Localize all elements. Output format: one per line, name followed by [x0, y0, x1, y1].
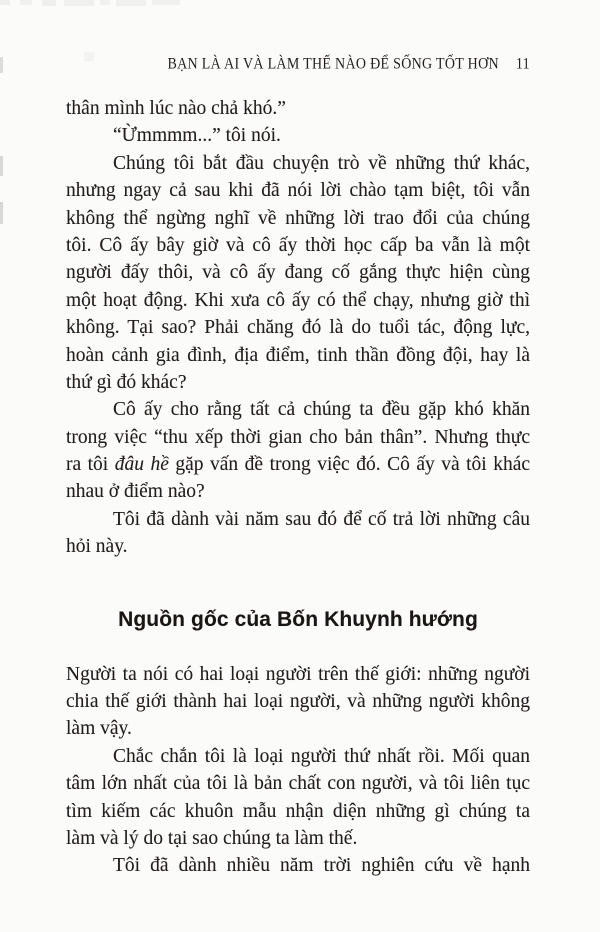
text-run: hỏi này.	[66, 536, 128, 558]
scan-artifact	[42, 0, 56, 6]
scan-artifact	[0, 0, 10, 5]
text-line	[66, 424, 530, 451]
text-run: Cô ấy cho rằng tất cả chúng ta đều gặp khó khăn	[113, 399, 530, 421]
text-line	[66, 661, 530, 688]
text-run: Chúng tôi bắt đầu chuyện trò về những thứ khác,	[113, 152, 530, 174]
text-run: không thể ngừng nghĩ về những lời trao đổi của chúng	[66, 207, 530, 229]
text-run: tôi. Cô ấy bây giờ và cô ấy thời học cấp ba vẫn là một	[66, 234, 530, 256]
text-line	[66, 122, 530, 149]
text-run: ra tôi	[66, 454, 115, 476]
text-run: tâm lớn nhất của tôi là bản chất con người, và tôi liên tục	[66, 773, 530, 795]
text-run: không. Tại sao? Phải chăng đó là do tuổi tác, động lực,	[66, 317, 530, 339]
text-line	[66, 743, 530, 770]
text-run: trong việc “thu xếp thời gian cho bản thân”. Nhưng thực	[66, 426, 530, 448]
text-run: nhưng ngay cả sau khi đã nói lời chào tạm biệt, tôi vẫn	[66, 180, 530, 202]
text-run: gặp vấn đề trong việc đó. Cô ấy và tôi khác	[168, 454, 531, 476]
text-run: thân mình lúc nào chả khó.”	[66, 98, 286, 119]
text-line	[66, 287, 530, 314]
paragraphs-before-heading	[66, 95, 530, 561]
text-line	[66, 396, 530, 423]
text-line	[66, 451, 530, 478]
text-line	[66, 177, 530, 204]
text-line	[66, 798, 530, 825]
text-line	[66, 506, 530, 533]
text-line	[66, 150, 530, 177]
text-run: làm và lý do tại sao chúng ta làm thế.	[66, 827, 358, 849]
text-run: nhau ở điểm nào?	[66, 481, 205, 503]
text-line	[66, 715, 530, 742]
scan-artifact	[20, 0, 32, 5]
body-text	[66, 95, 530, 880]
page-number: 11	[515, 56, 530, 73]
text-run: Chắc chắn tôi là loại người thứ nhất rồi. Mối quan	[113, 745, 530, 767]
text-line	[66, 342, 530, 369]
scan-artifact	[100, 0, 110, 5]
text-line	[66, 852, 530, 879]
text-run: tìm kiếm các khuôn mẫu nhận diện những gì chúng ta	[66, 800, 530, 822]
text-run: “Ừmmmm...” tôi nói.	[113, 125, 281, 147]
scan-artifact	[0, 202, 3, 224]
text-run: người đấy thôi, và cô ấy đang cố gắng thực hiện cùng	[66, 262, 530, 284]
italic-run: đâu hề	[114, 454, 169, 476]
scan-artifact	[0, 57, 3, 73]
text-line	[66, 369, 530, 396]
text-line	[66, 95, 530, 122]
text-line	[66, 825, 530, 852]
text-line	[66, 232, 530, 259]
text-run: Người ta nói có hai loại người trên thế giới: những người	[66, 663, 530, 685]
text-run: một hoạt động. Khi xưa cô ấy có thể chạy, nhưng giờ thì	[66, 289, 530, 311]
text-line	[66, 205, 530, 232]
text-line	[66, 688, 530, 715]
text-line	[66, 533, 530, 560]
scan-artifact	[0, 156, 3, 176]
text-run: làm vậy.	[66, 718, 132, 740]
text-run: hoàn cảnh gia đình, địa điểm, tinh thần đồng đội, hay là	[66, 344, 530, 366]
paragraphs-after-heading	[66, 661, 530, 880]
scan-artifact	[152, 0, 180, 5]
text-line	[66, 259, 530, 286]
section-heading: Nguồn gốc của Bốn Khuynh hướng	[118, 607, 478, 631]
running-head	[66, 56, 530, 74]
text-run: chia thế giới thành hai loại người, và những người không	[66, 691, 530, 713]
text-run: Tôi đã dành nhiều năm trời nghiên cứu về hạnh	[113, 855, 530, 877]
scan-artifact	[116, 0, 146, 6]
text-line	[66, 770, 530, 797]
text-line	[66, 478, 530, 505]
text-line	[66, 314, 530, 341]
running-head-title: BẠN LÀ AI VÀ LÀM THẾ NÀO ĐỂ SỐNG TỐT HƠN	[167, 56, 499, 73]
text-run: thứ gì đó khác?	[66, 371, 187, 393]
scan-artifact	[64, 0, 94, 6]
text-run: Tôi đã dành vài năm sau đó để cố trả lời những câu	[113, 508, 530, 530]
